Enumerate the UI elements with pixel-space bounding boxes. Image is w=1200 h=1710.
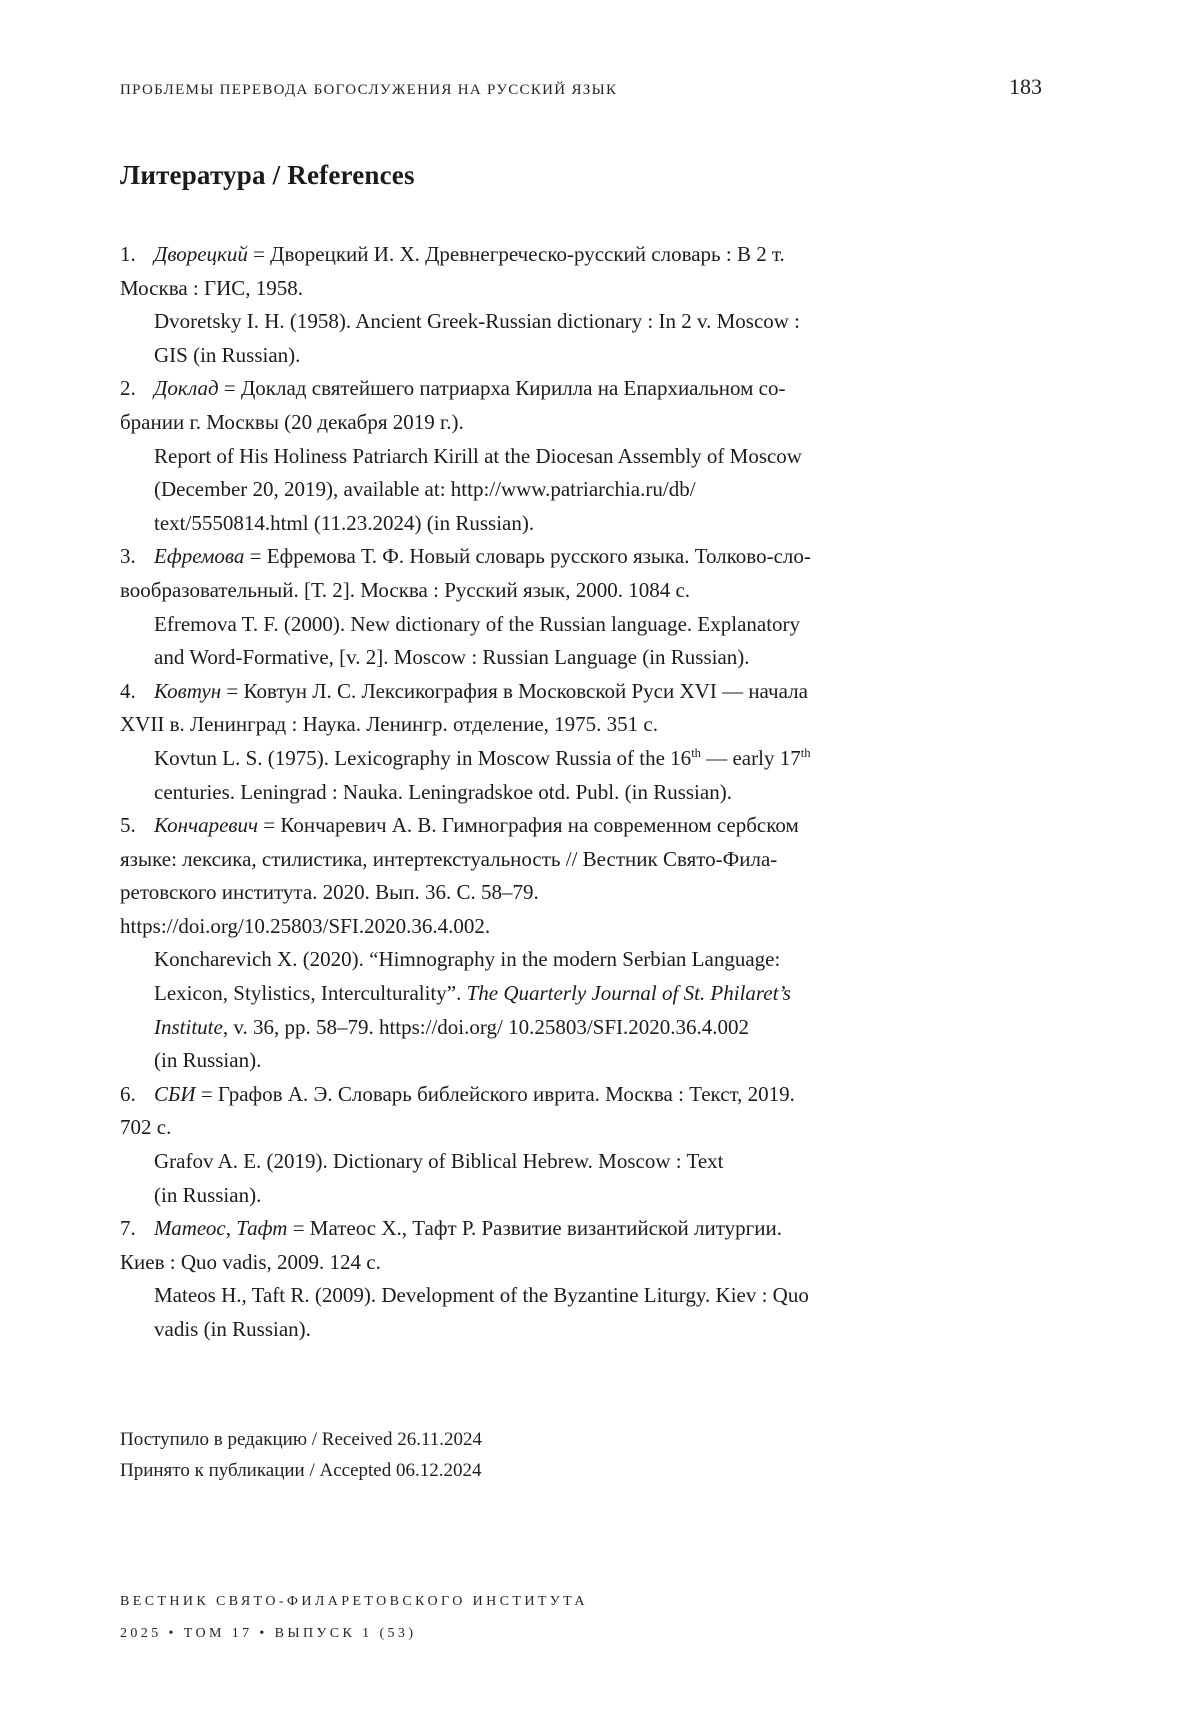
reference-translation-line: Koncharevich X. (2020). “Himnography in the modern Serbian Language: [154,947,781,972]
reference-entry [120,372,1060,540]
received-line: Поступило в редакцию / Received 26.11.2024 [120,1429,483,1450]
reference-translation-line: Lexicon, Stylistics, Interculturality”. The Quarterly Journal of St. Philaret’s [154,981,791,1006]
reference-translation-line: Mateos H., Taft R. (2009). Development of the Byzantine Liturgy. Kiev : Quo [154,1283,809,1308]
reference-entry [120,809,1060,1078]
reference-citation-line: 3. Ефремова = Ефремова Т. Ф. Новый словарь русского языка. Толково-сло- [120,540,1060,574]
reference-citation-line: вообразовательный. [Т. 2]. Москва : Русский язык, 2000. 1084 с. [120,577,691,602]
references-list [120,238,1060,1347]
reference-translation-line: Institute, v. 36, pp. 58–79. https://doi.org/ 10.25803/SFI.2020.36.4.002 [154,1014,750,1039]
reference-translation-line: Report of His Holiness Patriarch Kirill at the Diocesan Assembly of Moscow [154,443,802,468]
reference-citation-line: 5. Кончаревич = Кончаревич А. В. Гимнография на современном сербском [120,809,1060,843]
reference-translation-line: centuries. Leningrad : Nauka. Leningradskoe otd. Publ. (in Russian). [154,779,732,804]
reference-translation-line: vadis (in Russian). [154,1317,311,1341]
reference-entry [120,1078,1060,1212]
journal-issue: 2025 • ТОМ 17 • ВЫПУСК 1 (53) [120,1626,417,1641]
reference-number: 1. [120,242,136,266]
accepted-line: Принято к публикации / Accepted 06.12.2024 [120,1460,482,1481]
reference-translation-line: (December 20, 2019), available at: http://www.patriarchia.ru/db/ [154,477,696,502]
reference-citation-line: брании г. Москвы (20 декабря 2019 г.). [120,409,464,434]
section-title: Литература / References [120,160,415,190]
reference-translation-line: (in Russian). [154,1182,262,1207]
reference-citation-line: https://doi.org/10.25803/SFI.2020.36.4.002. [120,913,491,938]
reference-number: 4. [120,678,136,703]
running-head [120,74,1042,100]
dates-block [120,1424,482,1486]
reference-citation-line: языке: лексика, стилистика, интертекстуальность // Вестник Свято-Фила- [120,846,778,871]
reference-number: 3. [120,544,136,569]
reference-citation-line: ретовского института. 2020. Вып. 36. С. 58–79. [120,880,539,905]
reference-citation-line: 702 с. [120,1115,172,1140]
reference-citation-line: 4. Ковтун = Ковтун Л. С. Лексикография в Московской Руси XVI — начала [120,675,1060,709]
reference-translation-line: and Word-Formative, [v. 2]. Moscow : Russian Language (in Russian). [154,645,750,670]
reference-translation-line: text/5550814.html (11.23.2024) (in Russian). [154,510,535,535]
reference-number: 7. [120,1216,136,1241]
reference-translation-line: (in Russian). [154,1048,262,1073]
reference-translation-line: Kovtun L. S. (1975). Lexicography in Moscow Russia of the 16th — early 17th [154,745,811,770]
reference-citation-line: 1. Дворецкий = Дворецкий И. Х. Древнегреческо-русский словарь : В 2 т. [120,238,1060,272]
reference-entry [120,675,1060,809]
reference-citation-line: 7. Матеос, Тафт = Матеос Х., Тафт Р. Развитие византийской литургии. [120,1212,1060,1246]
reference-entry [120,540,1060,674]
reference-citation-line: 6. СБИ = Графов А. Э. Словарь библейского иврита. Москва : Текст, 2019. [120,1078,1060,1112]
journal-name: ВЕСТНИК СВЯТО-ФИЛАРЕТОВСКОГО ИНСТИТУТА [120,1594,588,1609]
reference-number: 2. [120,376,136,401]
reference-number: 6. [120,1081,136,1106]
reference-translation-line: Dvoretsky I. H. (1958). Ancient Greek-Russian dictionary : In 2 v. Moscow : [154,309,801,334]
reference-citation-line: Киев : Quo vadis, 2009. 124 с. [120,1249,381,1274]
reference-citation-line: Москва : ГИС, 1958. [120,275,304,300]
reference-translation-line: GIS (in Russian). [154,342,301,367]
running-title: ПРОБЛЕМЫ ПЕРЕВОДА БОГОСЛУЖЕНИЯ НА РУССКИЙ ЯЗЫК [120,82,618,98]
reference-translation-line: Grafov A. E. (2019). Dictionary of Biblical Hebrew. Moscow : Text [154,1149,724,1174]
reference-entry [120,238,1060,372]
journal-footer [120,1586,588,1650]
reference-citation-line: XVII в. Ленинград : Наука. Ленингр. отделение, 1975. 351 с. [120,712,658,737]
reference-entry [120,1212,1060,1346]
reference-citation-line: 2. Доклад = Доклад святейшего патриарха Кирилла на Епархиальном со- [120,372,1060,406]
reference-translation-line: Efremova T. F. (2000). New dictionary of the Russian language. Explanatory [154,611,801,636]
page-number: 183 [1009,74,1042,99]
reference-number: 5. [120,813,136,838]
